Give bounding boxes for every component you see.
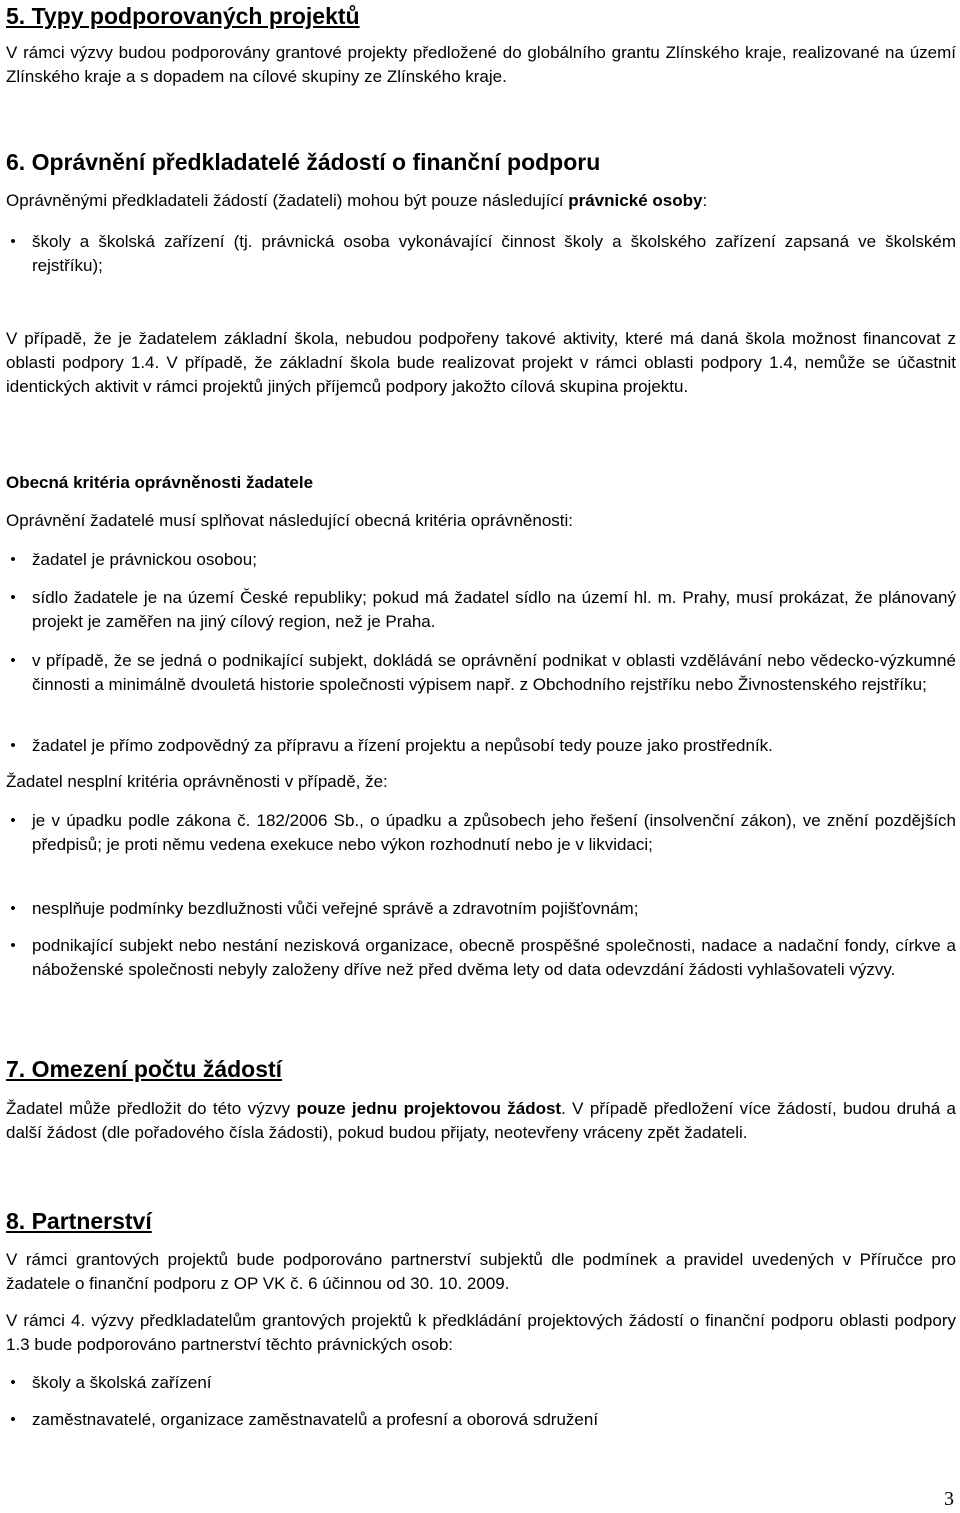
section-6-paragraph-2: V případě, že je žadatelem základní škola, nebudou podpořeny takové aktivity, které má daná škola možnost financovat z oblasti podpory 1.4. V případě, že základní škola bude realizovat projekt v rámci oblasti podpory 1.4, nemůže se účastnit identických aktivit v rámci projektů jiných příjemců podpory jakožto cílová skupina projektu. xyxy=(6,329,956,396)
list-item xyxy=(6,548,956,572)
list-item xyxy=(6,809,956,857)
list-item xyxy=(6,649,956,697)
bullet-icon: • xyxy=(10,900,16,917)
bullet-icon: • xyxy=(10,937,16,954)
list-item xyxy=(6,934,956,982)
list-item-text: zaměstnavatelé, organizace zaměstnavatelů a profesní a oborová sdružení xyxy=(32,1410,599,1429)
list-item-text: školy a školská zařízení xyxy=(32,1373,212,1392)
heading-section-7: 7. Omezení počtu žádostí xyxy=(6,1056,283,1082)
section-7-paragraph xyxy=(6,1097,956,1145)
criteria-intro: Oprávnění žadatelé musí splňovat následující obecná kritéria oprávněnosti: xyxy=(6,511,573,530)
criteria-heading: Obecná kritéria oprávněnosti žadatele xyxy=(6,473,314,492)
heading-section-5: 5. Typy podporovaných projektů xyxy=(6,3,360,29)
section-7-text: Žadatel může předložit do této výzvy xyxy=(6,1099,297,1118)
section-8-paragraph-2: V rámci 4. výzvy předkladatelům grantových projektů k předkládání projektových žádostí o finanční podporu oblasti podpory 1.3 bude podporováno partnerství těchto právnických osob: xyxy=(6,1311,956,1354)
intro-text: Oprávněnými předkladateli žádostí (žadateli) mohou být pouze následující xyxy=(6,191,569,210)
bullet-icon: • xyxy=(10,551,16,568)
heading-section-8: 8. Partnerství xyxy=(6,1208,152,1234)
bullet-icon: • xyxy=(10,1411,16,1428)
bullet-icon: • xyxy=(10,589,16,606)
bullet-icon: • xyxy=(10,1374,16,1391)
bullet-icon: • xyxy=(10,233,16,250)
intro-bold: právnické osoby xyxy=(568,191,703,210)
list-item-text: podnikající subjekt nebo nestání nezisková organizace, obecně prospěšné společnosti, nadace a nadační fondy, církve a náboženské společnosti nebyly založeny dříve než před dvěma lety od data odevzdání žádosti vyhlašovateli výzvy. xyxy=(32,936,956,979)
list-item-text: v případě, že se jedná o podnikající subjekt, dokládá se oprávnění podnikat v oblasti vzdělávání nebo vědecko-výzkumné činnosti a minimálně dvouletá historie společnosti výpisem např. z Obchodního rejstříku nebo Živnostenského rejstříku; xyxy=(32,651,956,694)
list-item-text: nesplňuje podmínky bezdlužnosti vůči veřejné správě a zdravotním pojišťovnám; xyxy=(32,899,639,918)
list-item-text: školy a školská zařízení (tj. právnická osoba vykonávající činnost školy a školského zařízení zapsaná ve školském rejstříku); xyxy=(32,232,956,275)
heading-section-6: 6. Oprávnění předkladatelé žádostí o finanční podporu xyxy=(6,149,601,175)
bullet-icon: • xyxy=(10,652,16,669)
section-6-intro xyxy=(6,189,956,213)
section-7-bold: pouze jednu projektovou žádost xyxy=(296,1099,562,1118)
list-item xyxy=(6,1408,956,1432)
list-item-text: sídlo žadatele je na území České republiky; pokud má žadatel sídlo na území hl. m. Prahy, musí prokázat, že plánovaný projekt je zaměřen na jiný cílový region, než je Praha. xyxy=(32,588,956,631)
intro-end: : xyxy=(702,191,708,210)
list-item-text: žadatel je přímo zodpovědný za přípravu a řízení projektu a nepůsobí tedy pouze jako prostředník. xyxy=(32,736,773,755)
list-item-text: je v úpadku podle zákona č. 182/2006 Sb., o úpadku a způsobech jeho řešení (insolvenční zákon), ve znění pozdějších předpisů; je proti němu vedena exekuce nebo výkon rozhodnutí nebo je v likvidaci; xyxy=(32,811,956,854)
list-item xyxy=(6,586,956,634)
list-item xyxy=(6,230,956,278)
page-number: 3 xyxy=(944,1488,954,1510)
list-item-text: žadatel je právnickou osobou; xyxy=(32,550,257,569)
negative-criteria-intro: Žadatel nesplní kritéria oprávněnosti v případě, že: xyxy=(6,772,388,791)
list-item xyxy=(6,734,956,758)
list-item xyxy=(6,1371,956,1395)
section-8-paragraph-1: V rámci grantových projektů bude podporováno partnerství subjektů dle podmínek a pravidel uvedených v Příručce pro žadatele o finanční podporu z OP VK č. 6 účinnou od 30. 10. 2009. xyxy=(6,1250,956,1293)
section-7-text-end: . V případě předložení více žádostí, budou druhá a další žádost (dle pořadového čísla žádosti), pokud budou přijaty, neotevřeny vráceny zpět žadateli. xyxy=(6,1099,956,1142)
bullet-icon: • xyxy=(10,812,16,829)
list-item xyxy=(6,897,956,921)
bullet-icon: • xyxy=(10,737,16,754)
section-5-paragraph: V rámci výzvy budou podporovány grantové projekty předložené do globálního grantu Zlínského kraje, realizované na území Zlínského kraje a s dopadem na cílové skupiny ze Zlínského kraje. xyxy=(6,43,956,86)
